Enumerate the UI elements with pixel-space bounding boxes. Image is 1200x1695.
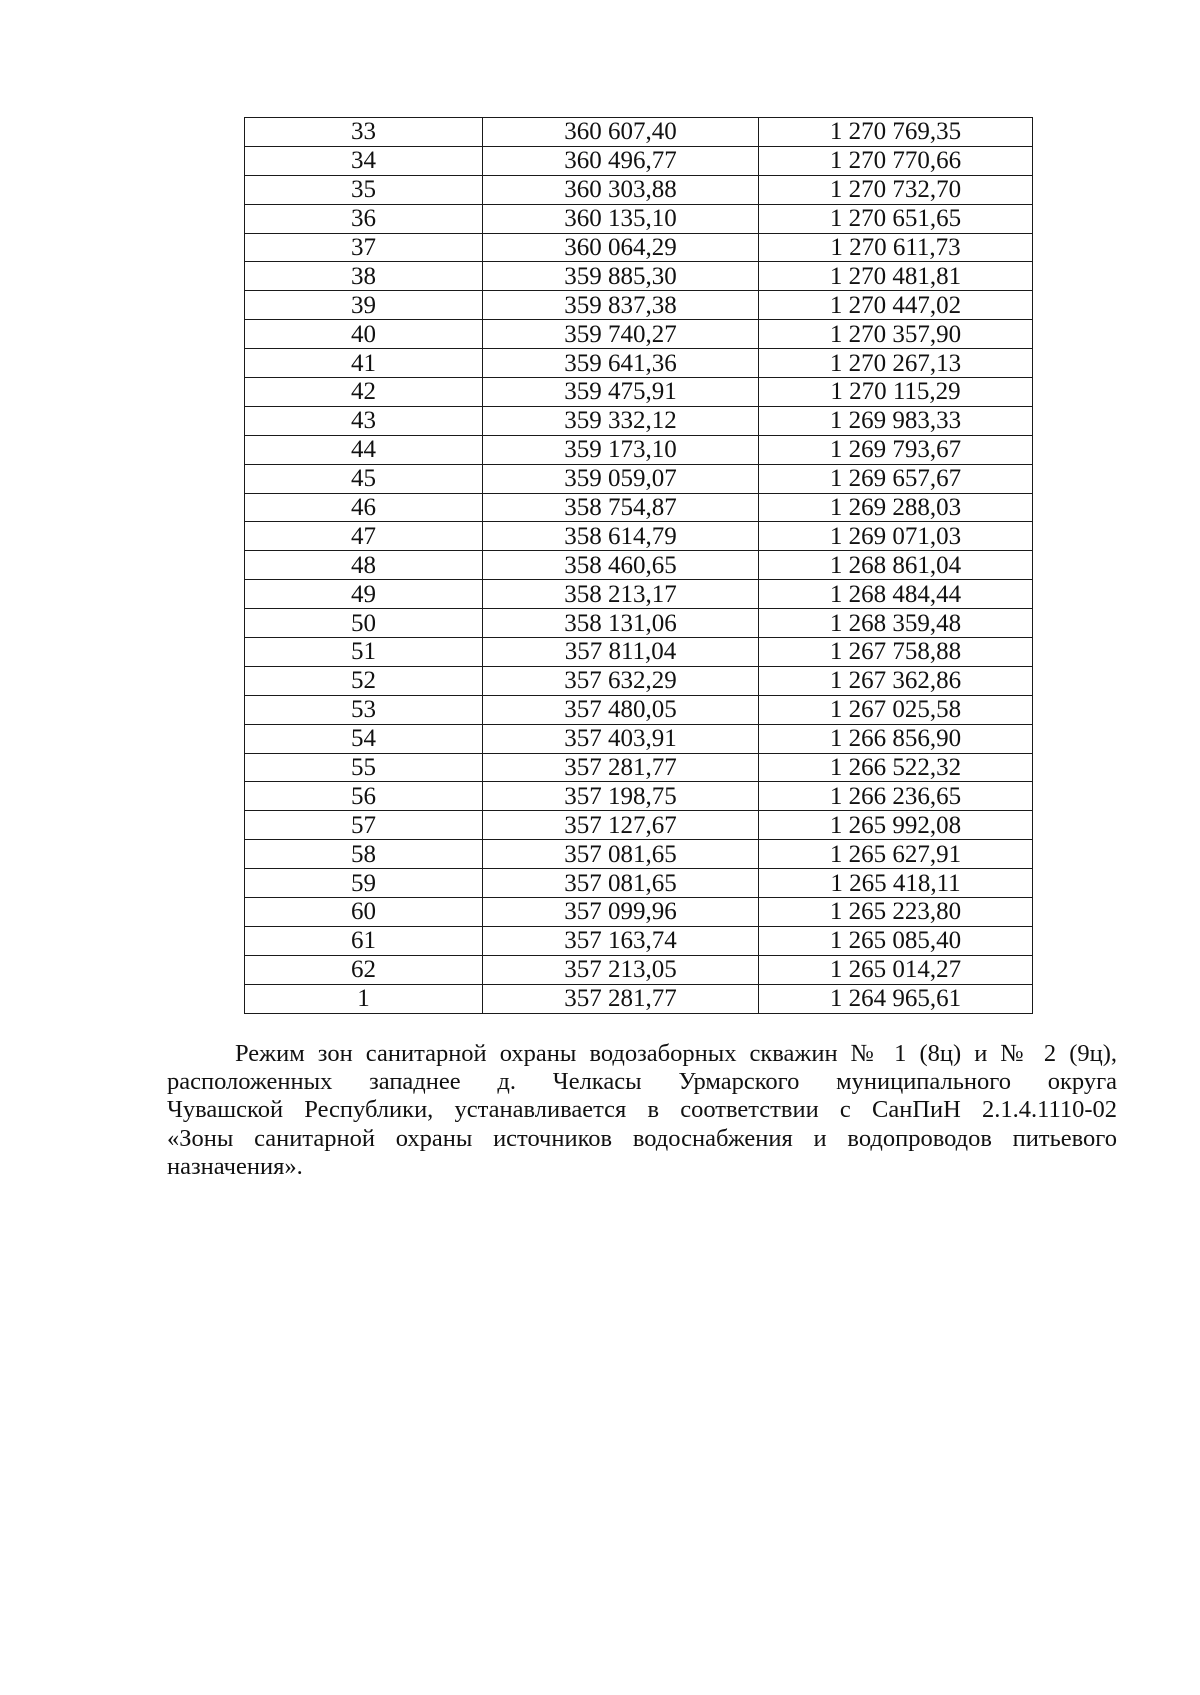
- point-number-cell: 48: [245, 551, 483, 580]
- y-coordinate-cell: 1 270 651,65: [759, 204, 1033, 233]
- table-row: [245, 464, 1033, 493]
- table-row: [245, 522, 1033, 551]
- y-coordinate-cell: 1 266 236,65: [759, 782, 1033, 811]
- point-number-cell: 52: [245, 666, 483, 695]
- y-coordinate-cell: 1 268 861,04: [759, 551, 1033, 580]
- table-row: [245, 406, 1033, 435]
- table-row: [245, 378, 1033, 407]
- table-row: [245, 811, 1033, 840]
- y-coordinate-cell: 1 270 481,81: [759, 262, 1033, 291]
- x-coordinate-cell: 360 064,29: [483, 233, 759, 262]
- x-coordinate-cell: 359 332,12: [483, 406, 759, 435]
- x-coordinate-cell: 357 281,77: [483, 753, 759, 782]
- x-coordinate-cell: 359 837,38: [483, 291, 759, 320]
- point-number-cell: 37: [245, 233, 483, 262]
- table-row: [245, 146, 1033, 175]
- point-number-cell: 57: [245, 811, 483, 840]
- point-number-cell: 35: [245, 175, 483, 204]
- y-coordinate-cell: 1 270 732,70: [759, 175, 1033, 204]
- coordinates-table-body: [245, 118, 1033, 1014]
- table-row: [245, 609, 1033, 638]
- x-coordinate-cell: 360 607,40: [483, 118, 759, 147]
- x-coordinate-cell: 358 614,79: [483, 522, 759, 551]
- y-coordinate-cell: 1 266 856,90: [759, 724, 1033, 753]
- y-coordinate-cell: 1 270 357,90: [759, 320, 1033, 349]
- x-coordinate-cell: 358 754,87: [483, 493, 759, 522]
- paragraph-line: Чувашской Республики, устанавливается в соответствии с СанПиН 2.1.4.1110-02: [167, 1096, 1117, 1124]
- x-coordinate-cell: 359 173,10: [483, 435, 759, 464]
- y-coordinate-cell: 1 269 288,03: [759, 493, 1033, 522]
- point-number-cell: 62: [245, 955, 483, 984]
- point-number-cell: 38: [245, 262, 483, 291]
- table-row: [245, 233, 1033, 262]
- table-row: [245, 580, 1033, 609]
- x-coordinate-cell: 357 403,91: [483, 724, 759, 753]
- x-coordinate-cell: 360 135,10: [483, 204, 759, 233]
- point-number-cell: 41: [245, 349, 483, 378]
- y-coordinate-cell: 1 265 223,80: [759, 898, 1033, 927]
- x-coordinate-cell: 360 496,77: [483, 146, 759, 175]
- point-number-cell: 34: [245, 146, 483, 175]
- table-row: [245, 984, 1033, 1013]
- x-coordinate-cell: 360 303,88: [483, 175, 759, 204]
- y-coordinate-cell: 1 265 992,08: [759, 811, 1033, 840]
- y-coordinate-cell: 1 269 983,33: [759, 406, 1033, 435]
- y-coordinate-cell: 1 265 085,40: [759, 926, 1033, 955]
- y-coordinate-cell: 1 268 359,48: [759, 609, 1033, 638]
- x-coordinate-cell: 358 460,65: [483, 551, 759, 580]
- table-row: [245, 262, 1033, 291]
- y-coordinate-cell: 1 266 522,32: [759, 753, 1033, 782]
- paragraph-line: Режим зон санитарной охраны водозаборных скважин № 1 (8ц) и № 2 (9ц),: [235, 1040, 1117, 1067]
- point-number-cell: 39: [245, 291, 483, 320]
- point-number-cell: 49: [245, 580, 483, 609]
- x-coordinate-cell: 357 632,29: [483, 666, 759, 695]
- point-number-cell: 58: [245, 840, 483, 869]
- table-row: [245, 638, 1033, 667]
- x-coordinate-cell: 357 811,04: [483, 638, 759, 667]
- x-coordinate-cell: 357 281,77: [483, 984, 759, 1013]
- point-number-cell: 53: [245, 695, 483, 724]
- point-number-cell: 46: [245, 493, 483, 522]
- table-row: [245, 782, 1033, 811]
- point-number-cell: 61: [245, 926, 483, 955]
- y-coordinate-cell: 1 270 267,13: [759, 349, 1033, 378]
- x-coordinate-cell: 359 641,36: [483, 349, 759, 378]
- point-number-cell: 45: [245, 464, 483, 493]
- y-coordinate-cell: 1 269 071,03: [759, 522, 1033, 551]
- table-row: [245, 493, 1033, 522]
- point-number-cell: 42: [245, 378, 483, 407]
- paragraph-line: «Зоны санитарной охраны источников водоснабжения и водопроводов питьевого: [167, 1124, 1117, 1152]
- x-coordinate-cell: 359 475,91: [483, 378, 759, 407]
- coordinates-table: [244, 117, 1033, 1014]
- point-number-cell: 1: [245, 984, 483, 1013]
- x-coordinate-cell: 357 081,65: [483, 840, 759, 869]
- y-coordinate-cell: 1 267 758,88: [759, 638, 1033, 667]
- table-row: [245, 175, 1033, 204]
- x-coordinate-cell: 357 163,74: [483, 926, 759, 955]
- y-coordinate-cell: 1 269 657,67: [759, 464, 1033, 493]
- point-number-cell: 51: [245, 638, 483, 667]
- y-coordinate-cell: 1 265 014,27: [759, 955, 1033, 984]
- x-coordinate-cell: 357 099,96: [483, 898, 759, 927]
- point-number-cell: 33: [245, 118, 483, 147]
- table-row: [245, 955, 1033, 984]
- x-coordinate-cell: 359 740,27: [483, 320, 759, 349]
- y-coordinate-cell: 1 265 418,11: [759, 869, 1033, 898]
- table-row: [245, 551, 1033, 580]
- sanitary-zone-paragraph: [167, 1040, 1117, 1181]
- x-coordinate-cell: 357 127,67: [483, 811, 759, 840]
- table-row: [245, 291, 1033, 320]
- x-coordinate-cell: 357 480,05: [483, 695, 759, 724]
- point-number-cell: 47: [245, 522, 483, 551]
- point-number-cell: 44: [245, 435, 483, 464]
- table-row: [245, 898, 1033, 927]
- y-coordinate-cell: 1 269 793,67: [759, 435, 1033, 464]
- point-number-cell: 60: [245, 898, 483, 927]
- y-coordinate-cell: 1 268 484,44: [759, 580, 1033, 609]
- y-coordinate-cell: 1 265 627,91: [759, 840, 1033, 869]
- y-coordinate-cell: 1 270 769,35: [759, 118, 1033, 147]
- table-row: [245, 724, 1033, 753]
- point-number-cell: 59: [245, 869, 483, 898]
- table-row: [245, 118, 1033, 147]
- x-coordinate-cell: 357 213,05: [483, 955, 759, 984]
- table-row: [245, 695, 1033, 724]
- table-row: [245, 869, 1033, 898]
- point-number-cell: 56: [245, 782, 483, 811]
- y-coordinate-cell: 1 264 965,61: [759, 984, 1033, 1013]
- y-coordinate-cell: 1 270 115,29: [759, 378, 1033, 407]
- x-coordinate-cell: 358 131,06: [483, 609, 759, 638]
- table-row: [245, 204, 1033, 233]
- y-coordinate-cell: 1 270 611,73: [759, 233, 1033, 262]
- point-number-cell: 50: [245, 609, 483, 638]
- y-coordinate-cell: 1 267 362,86: [759, 666, 1033, 695]
- point-number-cell: 36: [245, 204, 483, 233]
- table-row: [245, 840, 1033, 869]
- point-number-cell: 40: [245, 320, 483, 349]
- x-coordinate-cell: 359 059,07: [483, 464, 759, 493]
- point-number-cell: 54: [245, 724, 483, 753]
- y-coordinate-cell: 1 267 025,58: [759, 695, 1033, 724]
- point-number-cell: 43: [245, 406, 483, 435]
- table-row: [245, 320, 1033, 349]
- x-coordinate-cell: 357 198,75: [483, 782, 759, 811]
- table-row: [245, 753, 1033, 782]
- paragraph-line: расположенных западнее д. Челкасы Урмарского муниципального округа: [167, 1068, 1117, 1096]
- y-coordinate-cell: 1 270 447,02: [759, 291, 1033, 320]
- x-coordinate-cell: 359 885,30: [483, 262, 759, 291]
- y-coordinate-cell: 1 270 770,66: [759, 146, 1033, 175]
- x-coordinate-cell: 358 213,17: [483, 580, 759, 609]
- table-row: [245, 926, 1033, 955]
- paragraph-line: назначения».: [167, 1152, 303, 1180]
- x-coordinate-cell: 357 081,65: [483, 869, 759, 898]
- table-row: [245, 349, 1033, 378]
- table-row: [245, 666, 1033, 695]
- point-number-cell: 55: [245, 753, 483, 782]
- table-row: [245, 435, 1033, 464]
